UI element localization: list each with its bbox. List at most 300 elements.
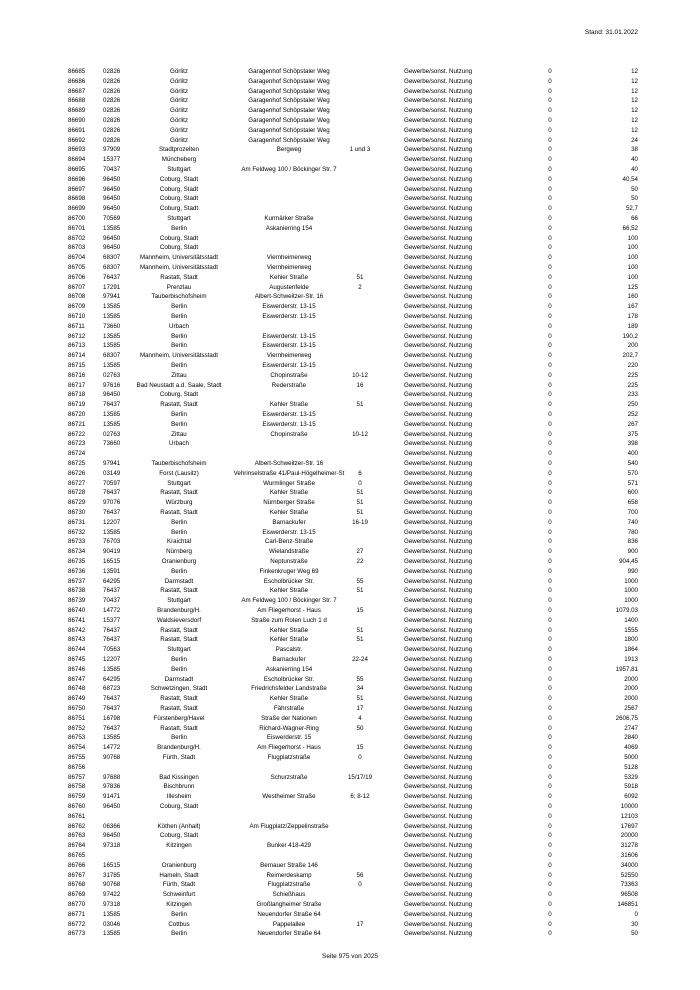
cell-usage-type: Gewerbe/sonst. Nutzung [404,509,473,516]
cell-row-id: 86769 [68,891,86,899]
cell-postal-code: 13585 [103,313,121,320]
cell-postal-code: 96450 [103,803,121,810]
cell-street: Kehler Straße [269,587,309,595]
cell-postal-code: 76437 [103,705,121,712]
table-row [0,234,700,244]
table-row [0,371,700,381]
cell-postal-code: 91471 [103,793,121,801]
cell-city: Berlin [171,362,187,369]
cell-usage-type: Gewerbe/sonst. Nutzung [404,322,473,330]
cell-flag-value: 0 [548,303,552,311]
table-row [0,479,700,489]
cell-street: Nürnberger Straße [263,499,315,507]
cell-house-number: 55 [356,577,364,585]
cell-house-number: 6 [358,469,362,477]
cell-row-id: 86756 [68,763,86,771]
cell-row-id: 86753 [68,734,86,742]
cell-area-value: 100 [627,273,638,281]
cell-postal-code: 64295 [103,577,121,585]
cell-flag-value: 0 [548,420,552,428]
cell-postal-code: 96450 [103,391,121,399]
cell-row-id: 86733 [68,538,86,546]
cell-row-id: 86703 [68,244,86,252]
cell-flag-value: 0 [548,910,552,918]
cell-flag-value: 0 [548,812,552,820]
cell-area-value: 5128 [624,763,638,771]
cell-row-id: 86698 [68,195,86,203]
cell-postal-code: 96450 [103,244,121,252]
cell-usage-type: Gewerbe/sonst. Nutzung [404,381,473,389]
table-row [0,498,700,508]
cell-street: Am Feldweg 100 / Böckinger Str. 7 [241,166,337,173]
cell-usage-type: Gewerbe/sonst. Nutzung [404,577,473,585]
cell-postal-code: 76437 [103,695,121,703]
cell-house-number: 56 [356,871,364,879]
cell-row-id: 86729 [68,499,86,507]
cell-row-id: 86737 [68,577,86,585]
cell-flag-value: 0 [548,920,552,928]
cell-flag-value: 0 [548,175,552,183]
cell-city: Stuttgart [167,166,191,173]
cell-postal-code: 16515 [103,861,121,869]
cell-postal-code: 03149 [103,469,121,477]
cell-street: Viernheimerweg [266,352,312,360]
table-row [0,351,700,361]
cell-usage-type: Gewerbe/sonst. Nutzung [404,224,473,232]
cell-city: Berlin [171,303,187,311]
cell-street: Kurmärker Straße [264,215,314,222]
cell-flag-value: 0 [548,391,552,399]
table-row [0,185,700,195]
cell-row-id: 86732 [68,528,86,536]
cell-postal-code: 97616 [103,381,121,389]
table-row [0,204,700,214]
cell-flag-value: 0 [548,675,552,683]
cell-usage-type: Gewerbe/sonst. Nutzung [404,313,473,320]
cell-postal-code: 68307 [103,254,121,262]
cell-city: Tauberbischofsheim [151,293,207,301]
cell-postal-code: 13585 [103,734,121,742]
cell-row-id: 86704 [68,254,86,262]
table-row [0,224,700,234]
cell-area-value: 73363 [620,881,638,889]
cell-area-value: 658 [627,499,638,507]
cell-city: Rastatt, Stadt [160,273,198,281]
cell-flag-value: 0 [548,146,552,154]
cell-row-id: 86707 [68,283,86,291]
cell-flag-value: 0 [548,479,552,487]
cell-row-id: 86763 [68,832,86,840]
table-row [0,626,700,636]
cell-usage-type: Gewerbe/sonst. Nutzung [404,558,473,565]
cell-usage-type: Gewerbe/sonst. Nutzung [404,793,473,801]
cell-flag-value: 0 [548,342,552,350]
cell-row-id: 86727 [68,479,86,487]
cell-usage-type: Gewerbe/sonst. Nutzung [404,293,473,301]
cell-city: Berlin [171,665,187,673]
cell-row-id: 86735 [68,558,86,565]
table-row [0,106,700,116]
cell-area-value: 52,7 [625,205,638,213]
cell-flag-value: 0 [548,832,552,840]
cell-city: Görlitz [170,126,188,134]
cell-city: Bad Kissingen [159,773,199,781]
cell-street: Schurzstraße [270,773,308,781]
cell-postal-code: 13585 [103,665,121,673]
cell-flag-value: 0 [548,705,552,712]
cell-postal-code: 90768 [103,881,121,889]
cell-city: Rastatt, Stadt [160,489,198,497]
cell-street: Bernauer Straße 146 [260,861,318,869]
table-row [0,87,700,97]
cell-row-id: 86748 [68,685,86,693]
cell-area-value: 30 [631,920,638,928]
cell-flag-value: 0 [548,656,552,663]
cell-row-id: 86709 [68,303,86,311]
table-row [0,684,700,694]
cell-usage-type: Gewerbe/sonst. Nutzung [404,175,473,183]
table-row [0,822,700,832]
cell-area-value: 31278 [620,842,638,850]
cell-flag-value: 0 [548,107,552,115]
cell-area-value: 600 [627,489,638,497]
cell-flag-value: 0 [548,381,552,389]
table-row [0,273,700,283]
cell-row-id: 86690 [68,117,86,124]
cell-row-id: 86712 [68,332,86,340]
cell-postal-code: 16515 [103,558,121,565]
cell-city: Berlin [171,313,187,320]
cell-flag-value: 0 [548,861,552,869]
cell-city: Berlin [171,910,187,918]
cell-usage-type: Gewerbe/sonst. Nutzung [404,185,473,193]
table-row [0,439,700,449]
cell-row-id: 86692 [68,136,86,144]
cell-city: Illesheim [166,793,192,801]
cell-city: Coburg, Stadt [159,175,199,183]
cell-city: Görlitz [170,68,188,75]
cell-street: Kehler Straße [269,273,309,281]
cell-city: Bad Neustadt a.d. Saale, Stadt [136,381,222,389]
cell-street: Kehler Straße [269,509,309,516]
table-row [0,567,700,577]
cell-usage-type: Gewerbe/sonst. Nutzung [404,303,473,311]
cell-street: Reimerdeskamp [266,871,312,879]
cell-flag-value: 0 [548,616,552,624]
table-row [0,136,700,146]
cell-street: Garagenhof Schöpstaler Weg [248,68,330,75]
cell-row-id: 86771 [68,910,86,918]
cell-city: Urbach [169,440,189,448]
table-row [0,743,700,753]
cell-row-id: 86758 [68,783,86,791]
cell-area-value: 740 [627,518,638,526]
cell-flag-value: 0 [548,87,552,95]
cell-postal-code: 12207 [103,656,121,663]
table-row [0,586,700,596]
cell-usage-type: Gewerbe/sonst. Nutzung [404,362,473,369]
cell-usage-type: Gewerbe/sonst. Nutzung [404,430,473,438]
cell-flag-value: 0 [548,460,552,467]
cell-flag-value: 0 [548,842,552,850]
table-row [0,655,700,665]
cell-row-id: 86731 [68,518,86,526]
cell-usage-type: Gewerbe/sonst. Nutzung [404,871,473,879]
cell-usage-type: Gewerbe/sonst. Nutzung [404,675,473,683]
cell-row-id: 86708 [68,293,86,301]
cell-flag-value: 0 [548,332,552,340]
cell-city: Kraichtal [166,538,192,546]
cell-postal-code: 03046 [103,920,121,928]
cell-city: Darmstadt [164,675,194,683]
cell-flag-value: 0 [548,352,552,360]
cell-flag-value: 0 [548,744,552,752]
cell-flag-value: 0 [548,665,552,673]
cell-area-value: 1555 [624,626,638,634]
table-row [0,714,700,724]
table-row [0,469,700,479]
cell-city: Coburg, Stadt [159,803,199,810]
cell-postal-code: 02826 [103,136,121,144]
table-row [0,449,700,459]
cell-postal-code: 96450 [103,205,121,213]
cell-usage-type: Gewerbe/sonst. Nutzung [404,744,473,752]
cell-postal-code: 90419 [103,548,121,556]
cell-postal-code: 76703 [103,538,121,546]
cell-street: Askanierring 154 [265,665,313,673]
cell-area-value: 12 [631,117,638,124]
table-row [0,332,700,342]
cell-area-value: 100 [627,234,638,242]
cell-city: Rastatt, Stadt [160,695,198,703]
cell-city: Berlin [171,656,187,663]
cell-street: Kehler Straße [269,489,309,497]
cell-city: Stuttgart [167,597,191,605]
cell-street: Albert-Schweitzer-Str. 16 [254,460,324,467]
cell-flag-value: 0 [548,499,552,507]
cell-city: Waldsieversdorf [156,616,202,624]
cell-street: Eiswerderstr. 13-15 [262,528,316,536]
cell-usage-type: Gewerbe/sonst. Nutzung [404,803,473,810]
table-row [0,537,700,547]
cell-row-id: 86761 [68,812,86,820]
cell-street: Garagenhof Schöpstaler Weg [248,107,330,115]
table-row [0,322,700,332]
cell-street: Friedrichsfelder Landstraße [251,685,327,693]
cell-city: Berlin [171,411,187,418]
cell-street: Eiswerderstr. 13-15 [262,332,316,340]
cell-postal-code: 02826 [103,87,121,95]
cell-row-id: 86718 [68,391,86,399]
cell-area-value: 146851 [617,901,638,908]
cell-city: Mannheim, Universitätsstadt [139,254,219,262]
cell-flag-value: 0 [548,185,552,193]
cell-area-value: 540 [627,460,638,467]
cell-usage-type: Gewerbe/sonst. Nutzung [404,783,473,791]
cell-house-number: 17 [356,920,364,928]
cell-flag-value: 0 [548,224,552,232]
cell-row-id: 86765 [68,852,86,859]
cell-usage-type: Gewerbe/sonst. Nutzung [404,812,473,820]
cell-city: Zittau [171,430,187,438]
cell-city: Oranienburg [161,558,197,565]
cell-flag-value: 0 [548,362,552,369]
cell-flag-value: 0 [548,607,552,614]
cell-usage-type: Gewerbe/sonst. Nutzung [404,371,473,379]
cell-row-id: 86688 [68,97,86,105]
cell-row-id: 86738 [68,587,86,595]
table-row [0,782,700,792]
cell-flag-value: 0 [548,558,552,565]
cell-postal-code: 02826 [103,97,121,105]
cell-area-value: 5918 [624,783,638,791]
cell-city: Urbach [169,322,189,330]
cell-flag-value: 0 [548,489,552,497]
cell-flag-value: 0 [548,215,552,222]
table-row [0,841,700,851]
cell-usage-type: Gewerbe/sonst. Nutzung [404,832,473,840]
cell-area-value: 570 [627,469,638,477]
cell-house-number: 51 [356,499,364,507]
cell-usage-type: Gewerbe/sonst. Nutzung [404,332,473,340]
cell-row-id: 86696 [68,175,86,183]
cell-street: Neuendorfer Straße 64 [257,930,321,938]
cell-postal-code: 02826 [103,126,121,134]
cell-street: Großlangheimer Straße [256,901,322,908]
cell-flag-value: 0 [548,117,552,124]
cell-usage-type: Gewerbe/sonst. Nutzung [404,685,473,693]
cell-postal-code: 16798 [103,714,121,722]
cell-area-value: 12 [631,107,638,115]
table-row [0,410,700,420]
cell-city: Cottbus [168,920,190,928]
cell-area-value: 990 [627,567,638,575]
cell-row-id: 86710 [68,313,86,320]
cell-row-id: 86750 [68,705,86,712]
cell-house-number: 6; 8-12 [350,793,370,801]
cell-row-id: 86762 [68,822,86,830]
cell-city: Coburg, Stadt [159,832,199,840]
cell-row-id: 86693 [68,146,86,154]
cell-area-value: 12 [631,126,638,134]
cell-area-value: 167 [627,303,638,311]
cell-postal-code: 76437 [103,401,121,409]
cell-usage-type: Gewerbe/sonst. Nutzung [404,264,473,271]
cell-city: Rastatt, Stadt [160,705,198,712]
cell-row-id: 86743 [68,636,86,644]
cell-area-value: 1400 [624,616,638,624]
cell-area-value: 267 [627,420,638,428]
cell-flag-value: 0 [548,518,552,526]
cell-street: Escholbrücker Str. [263,577,315,585]
cell-city: Fürth, Stadt [162,754,196,761]
cell-area-value: 100 [627,254,638,262]
cell-area-value: 375 [627,430,638,438]
cell-postal-code: 13585 [103,420,121,428]
cell-city: Berlin [171,528,187,536]
cell-usage-type: Gewerbe/sonst. Nutzung [404,195,473,203]
cell-flag-value: 0 [548,156,552,164]
cell-house-number: 15/17/19 [347,773,373,781]
cell-area-value: 5329 [624,773,638,781]
cell-city: Görlitz [170,97,188,105]
cell-house-number: 55 [356,675,364,683]
cell-row-id: 86713 [68,342,86,350]
cell-house-number: 51 [356,401,364,409]
cell-area-value: 6092 [624,793,638,801]
cell-street: Garagenhof Schöpstaler Weg [248,117,330,124]
cell-street: Eiswerderstr. 13-15 [262,303,316,311]
cell-usage-type: Gewerbe/sonst. Nutzung [404,499,473,507]
cell-area-value: 2567 [624,705,638,712]
cell-postal-code: 13585 [103,411,121,418]
table-row [0,880,700,890]
cell-usage-type: Gewerbe/sonst. Nutzung [404,420,473,428]
cell-postal-code: 97941 [103,293,121,301]
cell-house-number: 10-12 [352,371,368,379]
cell-row-id: 86697 [68,185,86,193]
cell-usage-type: Gewerbe/sonst. Nutzung [404,567,473,575]
cell-row-id: 86706 [68,273,86,281]
cell-postal-code: 13585 [103,910,121,918]
table-row [0,253,700,263]
cell-area-value: 17697 [620,822,638,830]
cell-street: Neuendorfer Straße 64 [257,910,321,918]
cell-postal-code: 76437 [103,636,121,644]
cell-row-id: 86730 [68,509,86,516]
cell-street: Eiswerderstr. 15 [266,734,312,742]
table-row [0,165,700,175]
cell-postal-code: 31785 [103,871,121,879]
cell-postal-code: 64295 [103,675,121,683]
cell-postal-code: 76437 [103,273,121,281]
cell-city: Berlin [171,567,187,575]
cell-postal-code: 97318 [103,901,121,908]
cell-street: Garagenhof Schöpstaler Weg [248,87,330,95]
cell-usage-type: Gewerbe/sonst. Nutzung [404,489,473,497]
cell-street: Am Feldweg 100 / Böckinger Str. 7 [241,597,337,605]
cell-postal-code: 97318 [103,842,121,850]
cell-house-number: 27 [356,548,364,556]
cell-street: Eiswerderstr. 13-15 [262,342,316,350]
cell-postal-code: 02826 [103,117,121,124]
cell-city: Coburg, Stadt [159,185,199,193]
cell-postal-code: 97076 [103,499,121,507]
cell-usage-type: Gewerbe/sonst. Nutzung [404,891,473,899]
cell-usage-type: Gewerbe/sonst. Nutzung [404,469,473,477]
table-row [0,292,700,302]
cell-postal-code: 68307 [103,264,121,271]
cell-street: Chopinstraße [270,430,308,438]
cell-postal-code: 13585 [103,332,121,340]
cell-city: Müncheberg [161,156,197,164]
cell-usage-type: Gewerbe/sonst. Nutzung [404,724,473,732]
cell-area-value: 40 [631,156,638,164]
cell-city: Rastatt, Stadt [160,626,198,634]
cell-row-id: 86694 [68,156,86,164]
cell-row-id: 86759 [68,793,86,801]
cell-street: Vehrinselstraße 41/Paul-Högelheimer-St [233,469,345,477]
cell-flag-value: 0 [548,254,552,262]
table-row [0,155,700,165]
cell-postal-code: 02826 [103,68,121,75]
cell-row-id: 86754 [68,744,86,752]
cell-usage-type: Gewerbe/sonst. Nutzung [404,656,473,663]
cell-postal-code: 97688 [103,773,121,781]
cell-usage-type: Gewerbe/sonst. Nutzung [404,773,473,781]
cell-row-id: 86717 [68,381,86,389]
cell-flag-value: 0 [548,322,552,330]
